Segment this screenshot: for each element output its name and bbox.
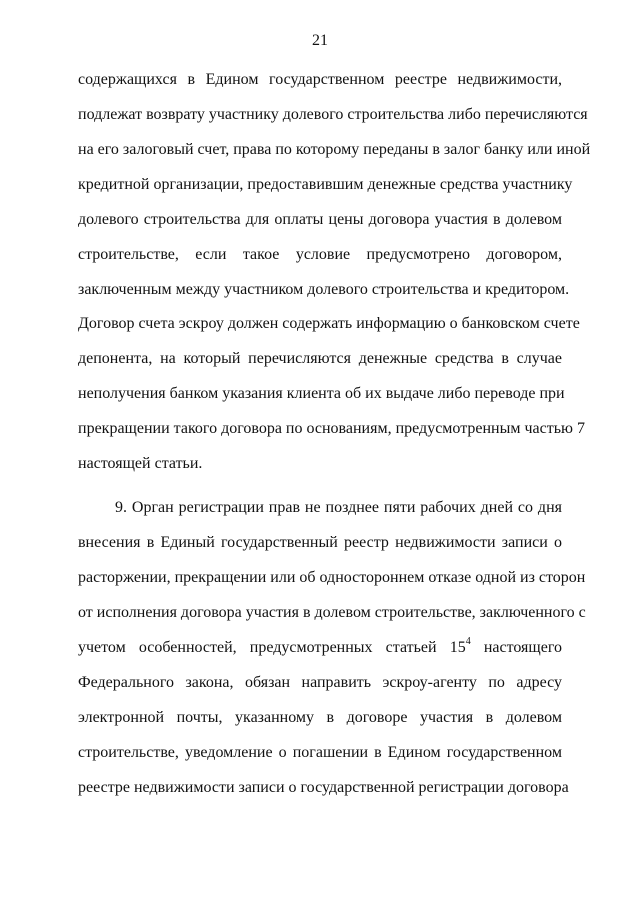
text-line: Договор счета эскроу должен содержать информацию о банковском счете bbox=[78, 315, 580, 332]
text-line: заключенным между участником долевого строительства и кредитором. bbox=[78, 281, 570, 298]
text-line: на его залоговый счет, права по которому переданы в залог банку или иной bbox=[78, 141, 591, 158]
text-line: строительстве, если такое условие предусмотрено договором, bbox=[78, 246, 562, 263]
text-line: депонента, на который перечисляются денежные средства в случае bbox=[78, 350, 562, 367]
text-line: прекращении такого договора по основаниям, предусмотренным частью 7 bbox=[78, 420, 585, 437]
text-line: Федерального закона, обязан направить эскроу-агенту по адресу bbox=[78, 674, 562, 691]
text-line: расторжении, прекращении или об одностороннем отказе одной из сторон bbox=[78, 569, 586, 586]
text-line: внесения в Единый государственный реестр недвижимости записи о bbox=[78, 534, 562, 551]
text-line: настоящей статьи. bbox=[78, 455, 203, 472]
text-line: подлежат возврату участнику долевого строительства либо перечисляются bbox=[78, 106, 588, 123]
text-line: содержащихся в Едином государственном реестре недвижимости, bbox=[78, 71, 562, 88]
text-segment: учетом особенностей, предусмотренных статьей 15 bbox=[78, 639, 466, 656]
text-line: строительстве, уведомление о погашении в Едином государственном bbox=[78, 744, 562, 761]
text-line-with-superscript bbox=[78, 637, 562, 659]
text-line: кредитной организации, предоставившим денежные средства участнику bbox=[78, 176, 573, 193]
text-line: электронной почты, указанному в договоре участия в долевом bbox=[78, 709, 562, 726]
text-line: долевого строительства для оплаты цены договора участия в долевом bbox=[78, 211, 562, 228]
text-segment: настоящего bbox=[470, 639, 562, 656]
text-line: реестре недвижимости записи о государственной регистрации договора bbox=[78, 779, 569, 796]
paragraph-start-line: 9. Орган регистрации прав не позднее пяти рабочих дней со дня bbox=[115, 499, 562, 516]
text-line: неполучения банком указания клиента об их выдаче либо переводе при bbox=[78, 385, 565, 402]
text-line: от исполнения договора участия в долевом строительстве, заключенного с bbox=[78, 604, 586, 621]
page-number: 21 bbox=[312, 32, 328, 49]
superscript-number: 4 bbox=[465, 635, 471, 647]
